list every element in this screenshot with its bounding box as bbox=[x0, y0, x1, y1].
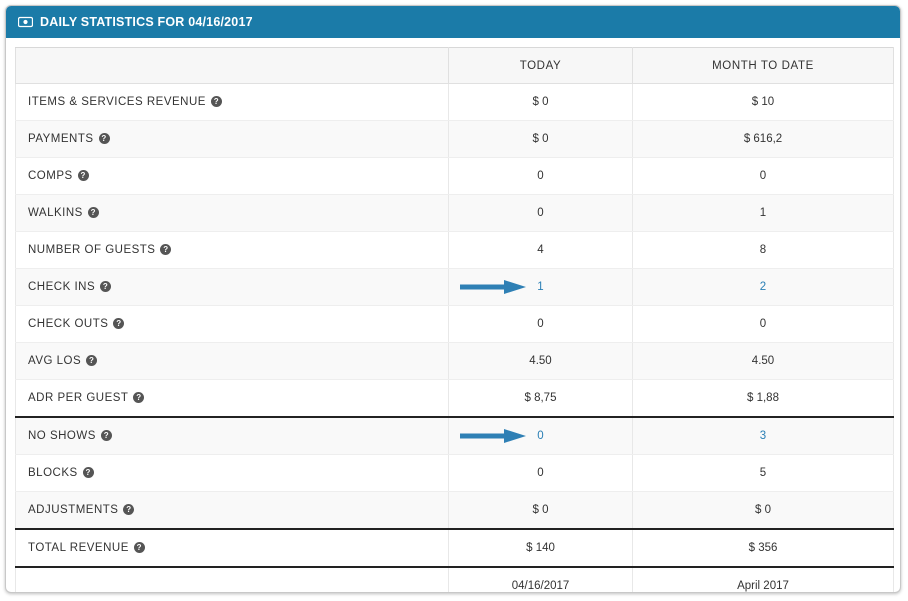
row-mtd-walkins bbox=[633, 195, 894, 232]
panel-header bbox=[6, 6, 900, 38]
row-label-check-outs bbox=[16, 306, 449, 343]
page-title: DAILY STATISTICS FOR 04/16/2017 bbox=[40, 15, 253, 29]
row-today-comps bbox=[449, 158, 633, 195]
row-mtd-comps bbox=[633, 158, 894, 195]
table-footer-row bbox=[16, 567, 894, 593]
row-label-avg-los bbox=[16, 343, 449, 380]
row-label-adr-per-guest bbox=[16, 380, 449, 418]
table-row bbox=[16, 121, 894, 158]
help-icon[interactable]: ? bbox=[83, 467, 94, 478]
row-mtd-total-revenue bbox=[633, 529, 894, 567]
row-mtd-number-of-guests bbox=[633, 232, 894, 269]
column-header-today: TODAY bbox=[449, 48, 633, 84]
cell-value: 5 bbox=[759, 467, 767, 479]
cell-value: 4.50 bbox=[529, 355, 552, 367]
cell-value: 8 bbox=[759, 244, 767, 256]
cell-value: $ 0 bbox=[532, 504, 549, 516]
row-today-items-services-revenue bbox=[449, 84, 633, 121]
help-icon[interactable]: ? bbox=[113, 318, 124, 329]
cell-value: 0 bbox=[759, 318, 767, 330]
row-label-number-of-guests bbox=[16, 232, 449, 269]
stats-eye-icon bbox=[18, 16, 33, 28]
table-row bbox=[16, 529, 894, 567]
cell-value[interactable]: 3 bbox=[759, 430, 767, 442]
footer-today-period: 04/16/2017 bbox=[449, 567, 633, 593]
cell-value: $ 616,2 bbox=[743, 133, 783, 145]
cell-value: 0 bbox=[537, 170, 544, 182]
table-row bbox=[16, 84, 894, 121]
row-mtd-payments bbox=[633, 121, 894, 158]
row-label-text: CHECK OUTS bbox=[28, 318, 109, 330]
table-row bbox=[16, 269, 894, 306]
help-icon[interactable]: ? bbox=[133, 392, 144, 403]
row-today-adjustments bbox=[449, 492, 633, 530]
help-icon[interactable]: ? bbox=[99, 133, 110, 144]
help-icon[interactable]: ? bbox=[134, 542, 145, 553]
pointer-arrow-annotation bbox=[458, 428, 530, 444]
row-label-text: TOTAL REVENUE bbox=[28, 542, 129, 554]
cell-value: $ 0 bbox=[532, 133, 549, 145]
row-label-text: AVG LOS bbox=[28, 355, 82, 367]
column-header-blank bbox=[16, 48, 449, 84]
row-label-check-ins bbox=[16, 269, 449, 306]
cell-value: $ 8,75 bbox=[524, 392, 557, 404]
panel-body bbox=[6, 38, 900, 593]
table-row bbox=[16, 380, 894, 418]
row-label-text: ITEMS & SERVICES REVENUE bbox=[28, 96, 206, 108]
row-today-check-ins[interactable] bbox=[449, 269, 633, 306]
row-label-total-revenue bbox=[16, 529, 449, 567]
row-mtd-adr-per-guest bbox=[633, 380, 894, 418]
row-mtd-check-outs bbox=[633, 306, 894, 343]
cell-value: 0 bbox=[537, 207, 544, 219]
row-label-items-services-revenue bbox=[16, 84, 449, 121]
row-mtd-items-services-revenue bbox=[633, 84, 894, 121]
row-label-walkins bbox=[16, 195, 449, 232]
cell-value: $ 10 bbox=[751, 96, 775, 108]
pointer-arrow-annotation bbox=[458, 279, 530, 295]
row-today-avg-los bbox=[449, 343, 633, 380]
help-icon[interactable]: ? bbox=[101, 430, 112, 441]
cell-value[interactable]: 1 bbox=[537, 281, 544, 293]
table-row bbox=[16, 455, 894, 492]
cell-value: $ 140 bbox=[526, 542, 555, 554]
cell-value: $ 0 bbox=[755, 504, 771, 516]
row-label-payments bbox=[16, 121, 449, 158]
row-label-adjustments bbox=[16, 492, 449, 530]
table-row bbox=[16, 492, 894, 530]
row-today-payments bbox=[449, 121, 633, 158]
table-row bbox=[16, 343, 894, 380]
row-today-check-outs bbox=[449, 306, 633, 343]
row-label-text: PAYMENTS bbox=[28, 133, 94, 145]
cell-value: $ 356 bbox=[748, 542, 778, 554]
help-icon[interactable]: ? bbox=[100, 281, 111, 292]
cell-value: $ 0 bbox=[532, 96, 549, 108]
row-label-text: NO SHOWS bbox=[28, 430, 96, 442]
cell-value[interactable]: 0 bbox=[537, 430, 544, 442]
row-label-text: WALKINS bbox=[28, 207, 83, 219]
row-mtd-blocks bbox=[633, 455, 894, 492]
cell-value: 1 bbox=[759, 207, 767, 219]
help-icon[interactable]: ? bbox=[211, 96, 222, 107]
row-label-text: BLOCKS bbox=[28, 467, 78, 479]
row-today-total-revenue bbox=[449, 529, 633, 567]
help-icon[interactable]: ? bbox=[86, 355, 97, 366]
table-row bbox=[16, 417, 894, 455]
row-today-walkins bbox=[449, 195, 633, 232]
row-mtd-avg-los bbox=[633, 343, 894, 380]
row-mtd-check-ins[interactable] bbox=[633, 269, 894, 306]
row-label-text: ADJUSTMENTS bbox=[28, 504, 119, 516]
table-body bbox=[16, 84, 894, 594]
row-label-text: ADR PER GUEST bbox=[28, 392, 129, 404]
row-label-text: COMPS bbox=[28, 170, 73, 182]
row-today-number-of-guests bbox=[449, 232, 633, 269]
row-label-text: NUMBER OF GUESTS bbox=[28, 244, 156, 256]
cell-value: 4.50 bbox=[751, 355, 775, 367]
row-today-blocks bbox=[449, 455, 633, 492]
row-label-comps bbox=[16, 158, 449, 195]
footer-label bbox=[16, 567, 449, 593]
table-row bbox=[16, 232, 894, 269]
help-icon[interactable]: ? bbox=[123, 504, 134, 515]
cell-value[interactable]: 2 bbox=[759, 281, 767, 293]
cell-value: 0 bbox=[759, 170, 767, 182]
table-row bbox=[16, 158, 894, 195]
row-label-blocks bbox=[16, 455, 449, 492]
row-label-no-shows bbox=[16, 417, 449, 455]
footer-mtd-period: April 2017 bbox=[633, 567, 894, 593]
row-today-no-shows[interactable] bbox=[449, 417, 633, 455]
row-label-text: CHECK INS bbox=[28, 281, 96, 293]
cell-value: 0 bbox=[537, 318, 544, 330]
row-mtd-no-shows[interactable] bbox=[633, 417, 894, 455]
column-header-month-to-date: MONTH TO DATE bbox=[633, 48, 894, 84]
help-icon[interactable]: ? bbox=[160, 244, 171, 255]
daily-statistics-panel bbox=[5, 5, 901, 593]
table-row bbox=[16, 195, 894, 232]
help-icon[interactable]: ? bbox=[88, 207, 99, 218]
row-mtd-adjustments bbox=[633, 492, 894, 530]
cell-value: 0 bbox=[537, 467, 544, 479]
help-icon[interactable]: ? bbox=[78, 170, 89, 181]
table-header-row bbox=[16, 48, 894, 84]
table-row bbox=[16, 306, 894, 343]
daily-statistics-table bbox=[15, 47, 894, 593]
cell-value: 4 bbox=[537, 244, 544, 256]
cell-value: $ 1,88 bbox=[747, 392, 779, 404]
row-today-adr-per-guest bbox=[449, 380, 633, 418]
